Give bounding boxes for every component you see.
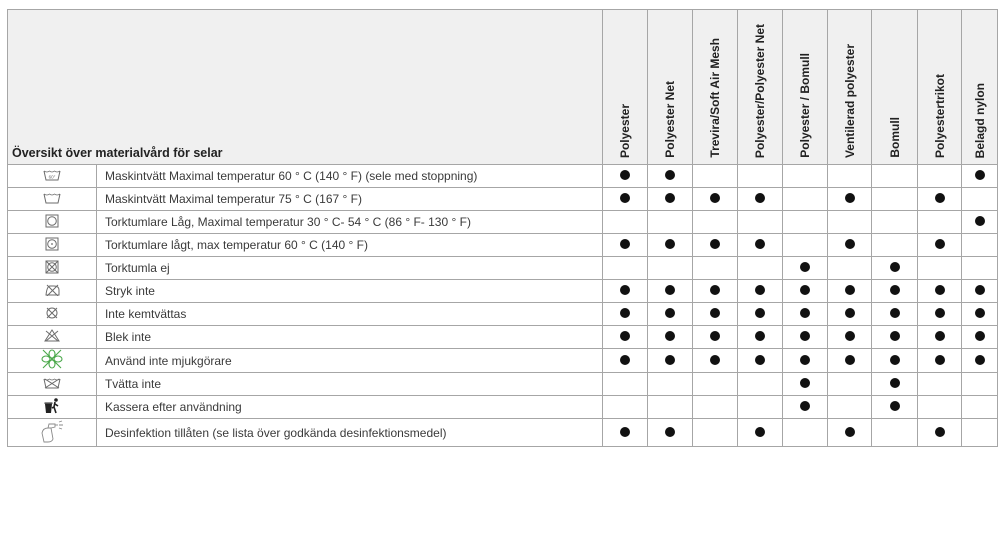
- compatibility-cell: [917, 419, 961, 447]
- compatibility-cell: [738, 419, 782, 447]
- compatibility-cell: [872, 419, 917, 447]
- applicable-dot: [755, 355, 765, 365]
- compatibility-cell: [962, 234, 998, 257]
- care-symbol-cell: [8, 419, 97, 447]
- applicable-dot: [890, 378, 900, 388]
- compatibility-cell: [782, 211, 827, 234]
- compatibility-cell: [917, 396, 961, 419]
- applicable-dot: [890, 355, 900, 365]
- dispose-after-use-icon: [43, 397, 61, 418]
- compatibility-cell: [692, 188, 737, 211]
- applicable-dot: [665, 170, 675, 180]
- compatibility-cell: [648, 303, 692, 326]
- table-row: [8, 326, 998, 349]
- compatibility-cell: [872, 211, 917, 234]
- applicable-dot: [845, 193, 855, 203]
- care-symbol-cell: [8, 211, 97, 234]
- applicable-dot: [975, 170, 985, 180]
- applicable-dot: [710, 331, 720, 341]
- table-row: [8, 234, 998, 257]
- wash-tub-icon: [43, 192, 61, 207]
- compatibility-cell: [962, 396, 998, 419]
- applicable-dot: [620, 239, 630, 249]
- applicable-dot: [845, 355, 855, 365]
- compatibility-cell: [782, 188, 827, 211]
- compatibility-cell: [782, 373, 827, 396]
- applicable-dot: [975, 285, 985, 295]
- applicable-dot: [975, 308, 985, 318]
- do-not-bleach-icon: [44, 329, 60, 345]
- care-symbol-cell: [8, 257, 97, 280]
- compatibility-cell: [872, 373, 917, 396]
- material-label: Bomull: [887, 117, 902, 158]
- compatibility-cell: [692, 396, 737, 419]
- compatibility-cell: [828, 396, 872, 419]
- care-instruction: Tvätta inte: [96, 373, 602, 396]
- applicable-dot: [845, 285, 855, 295]
- care-symbol-cell: [8, 326, 97, 349]
- material-label: Polyester / Bomull: [797, 53, 812, 158]
- material-label: Belagd nylon: [972, 82, 987, 158]
- svg-text:60°: 60°: [48, 174, 56, 180]
- compatibility-cell: [602, 373, 647, 396]
- applicable-dot: [800, 355, 810, 365]
- care-instruction: Maskintvätt Maximal temperatur 60 ° C (140 ° F) (sele med stoppning): [96, 165, 602, 188]
- applicable-dot: [665, 285, 675, 295]
- care-instruction: Torktumlare Låg, Maximal temperatur 30 ° C- 54 ° C (86 ° F- 130 ° F): [96, 211, 602, 234]
- table-row: [8, 419, 998, 447]
- care-instruction: Stryk inte: [96, 280, 602, 303]
- compatibility-cell: [692, 303, 737, 326]
- compatibility-cell: [782, 396, 827, 419]
- care-instruction: Kassera efter användning: [96, 396, 602, 419]
- material-header: [962, 10, 998, 165]
- applicable-dot: [710, 355, 720, 365]
- compatibility-cell: [738, 349, 782, 373]
- compatibility-cell: [648, 165, 692, 188]
- compatibility-cell: [962, 280, 998, 303]
- compatibility-cell: [828, 303, 872, 326]
- table-title: Översikt över materialvård för selar: [8, 10, 603, 165]
- compatibility-cell: [962, 419, 998, 447]
- compatibility-cell: [738, 373, 782, 396]
- care-symbol-cell: [8, 303, 97, 326]
- table-row: [8, 373, 998, 396]
- compatibility-cell: [828, 280, 872, 303]
- applicable-dot: [800, 401, 810, 411]
- table-row: [8, 396, 998, 419]
- compatibility-cell: [648, 349, 692, 373]
- compatibility-cell: [917, 280, 961, 303]
- compatibility-cell: [917, 257, 961, 280]
- compatibility-cell: [917, 326, 961, 349]
- compatibility-cell: [692, 373, 737, 396]
- care-symbol-cell: [8, 396, 97, 419]
- care-instruction: Inte kemtvättas: [96, 303, 602, 326]
- compatibility-cell: [872, 396, 917, 419]
- applicable-dot: [620, 355, 630, 365]
- applicable-dot: [935, 308, 945, 318]
- compatibility-cell: [602, 326, 647, 349]
- compatibility-cell: [602, 257, 647, 280]
- material-header: [917, 10, 961, 165]
- compatibility-cell: [962, 303, 998, 326]
- applicable-dot: [665, 193, 675, 203]
- compatibility-cell: [692, 419, 737, 447]
- compatibility-cell: [648, 234, 692, 257]
- do-not-iron-icon: [43, 284, 61, 299]
- compatibility-cell: [738, 326, 782, 349]
- applicable-dot: [755, 427, 765, 437]
- compatibility-cell: [828, 165, 872, 188]
- compatibility-cell: [692, 349, 737, 373]
- compatibility-cell: [828, 188, 872, 211]
- compatibility-cell: [692, 234, 737, 257]
- compatibility-cell: [648, 257, 692, 280]
- material-header: [692, 10, 737, 165]
- compatibility-cell: [602, 303, 647, 326]
- compatibility-cell: [872, 188, 917, 211]
- care-instruction: Desinfektion tillåten (se lista över godkända desinfektionsmedel): [96, 419, 602, 447]
- compatibility-cell: [648, 396, 692, 419]
- compatibility-cell: [917, 211, 961, 234]
- material-header: [602, 10, 647, 165]
- applicable-dot: [845, 331, 855, 341]
- applicable-dot: [845, 308, 855, 318]
- compatibility-cell: [782, 326, 827, 349]
- material-header: [782, 10, 827, 165]
- compatibility-cell: [962, 211, 998, 234]
- applicable-dot: [710, 239, 720, 249]
- applicable-dot: [755, 308, 765, 318]
- applicable-dot: [620, 193, 630, 203]
- compatibility-cell: [917, 234, 961, 257]
- compatibility-cell: [872, 257, 917, 280]
- compatibility-cell: [962, 165, 998, 188]
- compatibility-cell: [917, 349, 961, 373]
- care-symbol-cell: [8, 349, 97, 373]
- care-symbol-cell: [8, 234, 97, 257]
- care-symbol-cell: [8, 188, 97, 211]
- table-row: [8, 280, 998, 303]
- material-label: Polyester Net: [663, 81, 678, 158]
- compatibility-cell: [602, 280, 647, 303]
- applicable-dot: [755, 331, 765, 341]
- applicable-dot: [800, 378, 810, 388]
- compatibility-cell: [738, 165, 782, 188]
- material-label: Polyestertrikot: [932, 73, 947, 158]
- material-label: Trevira/Soft Air Mesh: [707, 38, 722, 158]
- material-care-table: [7, 9, 998, 447]
- applicable-dot: [710, 193, 720, 203]
- applicable-dot: [665, 239, 675, 249]
- compatibility-cell: [917, 165, 961, 188]
- compatibility-cell: [962, 257, 998, 280]
- compatibility-cell: [872, 280, 917, 303]
- applicable-dot: [935, 331, 945, 341]
- wash-60-icon: [43, 169, 61, 184]
- compatibility-cell: [962, 188, 998, 211]
- compatibility-cell: [602, 188, 647, 211]
- applicable-dot: [665, 331, 675, 341]
- applicable-dot: [665, 355, 675, 365]
- compatibility-cell: [917, 303, 961, 326]
- material-header: [738, 10, 782, 165]
- material-label: Ventilerad polyester: [842, 43, 857, 158]
- applicable-dot: [935, 427, 945, 437]
- compatibility-cell: [738, 234, 782, 257]
- care-instruction: Använd inte mjukgörare: [96, 349, 602, 373]
- applicable-dot: [620, 308, 630, 318]
- applicable-dot: [935, 355, 945, 365]
- material-label: Polyester: [618, 103, 633, 158]
- compatibility-cell: [602, 396, 647, 419]
- compatibility-cell: [828, 234, 872, 257]
- compatibility-cell: [648, 326, 692, 349]
- do-not-tumble-dry-icon: [45, 260, 59, 277]
- applicable-dot: [800, 262, 810, 272]
- applicable-dot: [710, 308, 720, 318]
- material-header: [648, 10, 692, 165]
- compatibility-cell: [828, 211, 872, 234]
- applicable-dot: [975, 216, 985, 226]
- compatibility-cell: [692, 257, 737, 280]
- applicable-dot: [755, 239, 765, 249]
- compatibility-cell: [962, 326, 998, 349]
- compatibility-cell: [962, 373, 998, 396]
- care-instruction: Blek inte: [96, 326, 602, 349]
- applicable-dot: [935, 193, 945, 203]
- applicable-dot: [975, 355, 985, 365]
- compatibility-cell: [648, 419, 692, 447]
- applicable-dot: [845, 239, 855, 249]
- care-instruction: Maskintvätt Maximal temperatur 75 ° C (167 ° F): [96, 188, 602, 211]
- compatibility-cell: [738, 211, 782, 234]
- compatibility-cell: [648, 188, 692, 211]
- do-not-wash-icon: [43, 377, 61, 392]
- compatibility-cell: [917, 373, 961, 396]
- compatibility-cell: [738, 303, 782, 326]
- care-symbol-cell: [8, 373, 97, 396]
- applicable-dot: [975, 331, 985, 341]
- table-row: [8, 303, 998, 326]
- applicable-dot: [620, 170, 630, 180]
- material-header: [828, 10, 872, 165]
- care-symbol-cell: [8, 280, 97, 303]
- tumble-dry-low-icon: [45, 214, 59, 231]
- compatibility-cell: [738, 396, 782, 419]
- material-label: Polyester/Polyester Net: [752, 23, 767, 158]
- table-row: [8, 349, 998, 373]
- compatibility-cell: [692, 211, 737, 234]
- applicable-dot: [710, 285, 720, 295]
- table-row: [8, 211, 998, 234]
- applicable-dot: [620, 331, 630, 341]
- care-instruction: Torktumlare lågt, max temperatur 60 ° C (140 ° F): [96, 234, 602, 257]
- applicable-dot: [890, 308, 900, 318]
- care-instruction: Torktumla ej: [96, 257, 602, 280]
- disinfection-spray-icon: [39, 419, 65, 446]
- applicable-dot: [935, 285, 945, 295]
- no-fabric-softener-icon: [41, 349, 63, 372]
- compatibility-cell: [872, 326, 917, 349]
- applicable-dot: [620, 285, 630, 295]
- compatibility-cell: [692, 165, 737, 188]
- compatibility-cell: [782, 419, 827, 447]
- compatibility-cell: [917, 188, 961, 211]
- compatibility-cell: [648, 211, 692, 234]
- applicable-dot: [800, 285, 810, 295]
- table-row: [8, 188, 998, 211]
- compatibility-cell: [872, 165, 917, 188]
- applicable-dot: [890, 285, 900, 295]
- compatibility-cell: [872, 349, 917, 373]
- applicable-dot: [620, 427, 630, 437]
- compatibility-cell: [828, 257, 872, 280]
- applicable-dot: [755, 193, 765, 203]
- table-row: [8, 165, 998, 188]
- compatibility-cell: [828, 326, 872, 349]
- compatibility-cell: [872, 234, 917, 257]
- compatibility-cell: [738, 280, 782, 303]
- compatibility-cell: [602, 165, 647, 188]
- compatibility-cell: [602, 211, 647, 234]
- compatibility-cell: [828, 419, 872, 447]
- compatibility-cell: [872, 303, 917, 326]
- compatibility-cell: [602, 234, 647, 257]
- compatibility-cell: [648, 373, 692, 396]
- compatibility-cell: [828, 373, 872, 396]
- compatibility-cell: [782, 165, 827, 188]
- compatibility-cell: [782, 303, 827, 326]
- applicable-dot: [665, 308, 675, 318]
- compatibility-cell: [738, 257, 782, 280]
- tumble-dry-medium-icon: [45, 237, 59, 254]
- compatibility-cell: [782, 349, 827, 373]
- applicable-dot: [800, 331, 810, 341]
- applicable-dot: [890, 262, 900, 272]
- material-header: [872, 10, 917, 165]
- applicable-dot: [800, 308, 810, 318]
- compatibility-cell: [782, 257, 827, 280]
- compatibility-cell: [828, 349, 872, 373]
- compatibility-cell: [738, 188, 782, 211]
- compatibility-cell: [962, 349, 998, 373]
- table-row: [8, 257, 998, 280]
- compatibility-cell: [602, 419, 647, 447]
- do-not-dry-clean-icon: [45, 306, 59, 323]
- applicable-dot: [845, 427, 855, 437]
- compatibility-cell: [782, 280, 827, 303]
- applicable-dot: [935, 239, 945, 249]
- applicable-dot: [890, 331, 900, 341]
- applicable-dot: [665, 427, 675, 437]
- compatibility-cell: [782, 234, 827, 257]
- applicable-dot: [755, 285, 765, 295]
- compatibility-cell: [602, 349, 647, 373]
- applicable-dot: [890, 401, 900, 411]
- compatibility-cell: [692, 280, 737, 303]
- compatibility-cell: [648, 280, 692, 303]
- care-symbol-cell: [8, 165, 97, 188]
- compatibility-cell: [692, 326, 737, 349]
